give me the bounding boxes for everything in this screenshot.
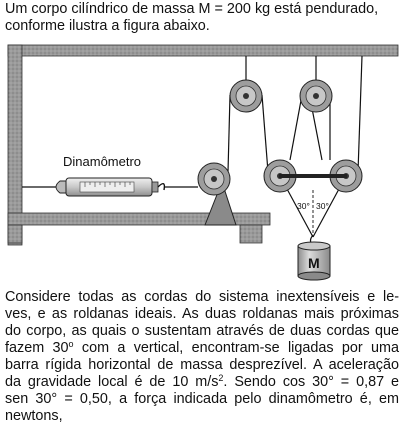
- hanging-mass: [298, 235, 330, 280]
- problem-statement: [5, 289, 399, 425]
- body-line-5: barra rígida horizontal de massa desprezível. A aceleração: [5, 357, 399, 373]
- intro-line-2: conforme ilustra a figura abaixo.: [5, 18, 210, 34]
- pulley-system-figure: [0, 40, 402, 285]
- dynamometer: [56, 154, 164, 196]
- degree-superscript: o: [68, 339, 74, 349]
- body-line-6-b: . Sendo cos 30° = 0,87 e: [223, 374, 399, 390]
- body-line-6-a: da gravidade local é de 10 m/s: [5, 374, 219, 390]
- floor-support-right: [240, 225, 262, 243]
- angle-right-label: 30°: [316, 201, 329, 211]
- pulley-top-right: [300, 80, 332, 112]
- body-line-4-a: fazem 30: [5, 340, 69, 356]
- exponent-superscript: 2: [218, 373, 224, 383]
- body-line-8: newtons,: [5, 408, 63, 424]
- body-line-4: [5, 340, 399, 357]
- pulley-top-left: [230, 80, 262, 112]
- body-line-1: Considere todas as cordas do sistema inextensíveis e le-: [5, 289, 399, 305]
- body-line-3: do corpo, as quais o sustentam através de duas cordas que: [5, 323, 399, 339]
- body-line-2: ves, e as roldanas ideais. As duas roldanas mais próximas: [5, 306, 399, 322]
- body-line-7: sen 30° = 0,50, a força indicada pelo dinamômetro é, em: [5, 391, 399, 407]
- left-wall-foot: [8, 225, 22, 243]
- intro-paragraph: [5, 1, 399, 35]
- angle-left-label: 30°: [297, 201, 310, 211]
- body-line-4-b: com a vertical, encontram-se ligadas por uma: [73, 340, 399, 356]
- support-structure: [8, 45, 398, 245]
- intro-line-1: Um corpo cilíndrico de massa M = 200 kg está pendurado,: [5, 1, 379, 17]
- ceiling-beam: [8, 45, 398, 56]
- body-line-6: [5, 374, 399, 391]
- pulleys: [198, 80, 362, 225]
- rigid-bar: [279, 174, 347, 178]
- mass-label: M: [308, 255, 320, 271]
- dynamometer-label: Dinamômetro: [63, 154, 142, 169]
